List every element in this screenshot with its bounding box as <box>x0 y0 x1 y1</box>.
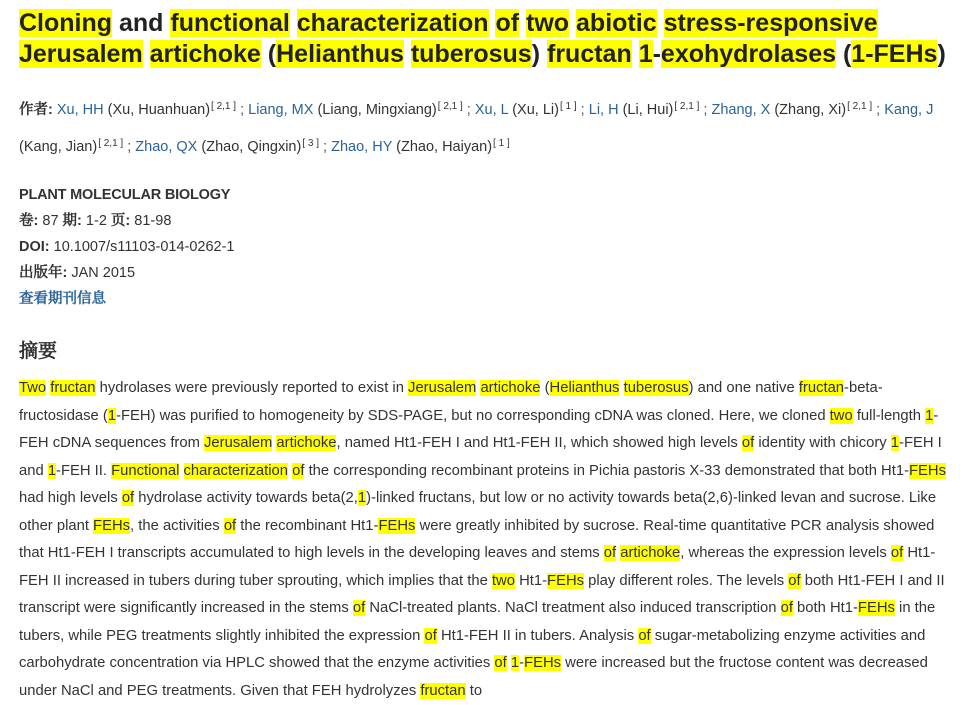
title-text-segment <box>290 9 297 37</box>
abstract-highlighted-term: FEHs <box>378 517 416 534</box>
abstract-highlighted-term: FEHs <box>524 655 562 671</box>
abstract-text-segment: hydrolase activity towards beta(2, <box>134 490 358 506</box>
title-highlighted-term: exohydrolases <box>660 40 837 68</box>
author-full-name: (Xu, Huanhuan) <box>103 102 211 118</box>
abstract-text-segment: Ht1-FEH II increased in tubers during tuber sprouting, which implies that the <box>19 545 936 589</box>
abstract-text <box>19 375 959 705</box>
view-journal-info-link[interactable]: 查看期刊信息 <box>19 291 106 307</box>
abstract-heading: 摘要 <box>19 341 58 362</box>
article-title <box>19 8 977 70</box>
author-link[interactable]: Zhao, HY <box>331 139 393 155</box>
abstract-text-segment: identity with chicory <box>754 435 891 451</box>
abstract-highlighted-term: two <box>491 572 515 589</box>
abstract-highlighted-term: of <box>494 655 507 671</box>
title-text-segment <box>404 40 411 68</box>
abstract-highlighted-term: of <box>424 627 437 644</box>
author-full-name: (Zhang, Xi) <box>770 102 847 118</box>
pubyear-label: 出版年: <box>19 265 68 281</box>
author-separator: ; <box>699 102 708 118</box>
title-text-segment <box>657 9 664 37</box>
title-highlighted-term: functional <box>170 9 290 37</box>
author-full-name: (Xu, Li) <box>508 102 559 118</box>
author-link[interactable]: Liang, MX <box>248 102 314 118</box>
abstract-text-segment: , the activities <box>130 517 224 534</box>
author-full-name: (Liang, Mingxiang) <box>313 102 437 118</box>
abstract-text-segment: -FEH) was purified to homogeneity by SDS-PAGE, but no corresponding cDNA was cloned. Here, we cloned <box>116 407 830 424</box>
abstract-text-segment: )-linked fructans, but low or no activity towards beta(2,6)-linked levan and sucrose. Like other plant <box>19 490 937 534</box>
author-separator: ; <box>462 102 471 118</box>
abstract-highlighted-term: of <box>121 490 135 506</box>
abstract-highlighted-term: fructan <box>50 380 96 396</box>
abstract-text-segment: Ht1- <box>514 572 548 589</box>
volume-label: 卷: <box>19 213 39 229</box>
title-highlighted-term: Cloning <box>19 9 113 37</box>
abstract-highlighted-term: 1 <box>107 407 117 424</box>
author-separator: ; <box>123 139 132 155</box>
title-text-segment: - <box>652 40 661 68</box>
volume-issue-pages <box>19 208 977 234</box>
title-highlighted-term: stress-responsive <box>663 9 878 37</box>
title-highlighted-term: of <box>495 9 520 37</box>
author-link[interactable]: Kang, J <box>884 102 934 118</box>
abstract-text-segment: both Ht1-FEH I and II transcript were significantly increased in the stems <box>19 572 945 616</box>
title-highlighted-term: Jerusalem <box>19 40 143 68</box>
author-affiliation: [ 2,1 ] <box>98 138 124 149</box>
abstract-text-segment: NaCl-treated plants. NaCl treatment also induced transcription <box>365 600 781 616</box>
abstract-highlighted-term: of <box>352 600 366 616</box>
title-text-segment: ) <box>531 40 547 68</box>
abstract-highlighted-term: 1 <box>47 462 57 479</box>
title-text-segment: and <box>112 9 171 37</box>
title-text-segment: ( <box>836 40 852 68</box>
pages-value: 81-98 <box>134 213 172 229</box>
abstract-text-segment: the recombinant Ht1- <box>236 517 379 534</box>
author-separator: ; <box>319 139 328 155</box>
title-text-segment <box>143 40 150 68</box>
abstract-text-segment: the corresponding recombinant proteins in Pichia pastoris X-33 demonstrated that both Ht1- <box>304 462 909 479</box>
abstract-text-segment: Ht1-FEH II in tubers. Analysis <box>436 627 639 644</box>
author-separator: ; <box>236 102 245 118</box>
doi-value: 10.1007/s11103-014-0262-1 <box>53 239 235 255</box>
authors-label: 作者: <box>19 102 53 118</box>
title-highlighted-term: fructan <box>547 40 632 68</box>
title-highlighted-term: 1-FEHs <box>851 40 938 68</box>
title-highlighted-term: abiotic <box>576 9 657 37</box>
abstract-text-segment: to <box>465 682 483 699</box>
abstract-highlighted-term: Jerusalem <box>408 380 477 396</box>
abstract-highlighted-term: of <box>223 517 237 534</box>
abstract-highlighted-term: 1 <box>925 407 934 424</box>
abstract-text-segment: were greatly inhibited by sucrose. Real-time quantitative PCR analysis showed that Ht1-FEH I transcripts accumulated to high levels in the developing leaves and stems <box>19 517 935 561</box>
abstract-highlighted-term: of <box>292 462 305 479</box>
author-affiliation: [ 1 ] <box>493 138 510 149</box>
title-highlighted-term: two <box>526 9 570 37</box>
abstract-text-segment: had high levels <box>19 490 122 506</box>
abstract-highlighted-term: artichoke <box>276 435 337 451</box>
journal-name: PLANT MOLECULAR BIOLOGY <box>19 187 231 203</box>
abstract-text-segment: ) and one native <box>688 380 799 396</box>
title-highlighted-term: Helianthus <box>276 40 404 68</box>
abstract-highlighted-term: FEHs <box>547 572 585 589</box>
author-affiliation: [ 2,1 ] <box>847 101 873 112</box>
author-separator: ; <box>576 102 585 118</box>
author-full-name: (Zhao, Qingxin) <box>197 139 302 155</box>
author-affiliation: [ 1 ] <box>559 101 577 112</box>
abstract-highlighted-term: of <box>780 600 793 616</box>
abstract-highlighted-term: 1 <box>890 435 900 451</box>
author-affiliation: [ 2,1 ] <box>674 101 700 112</box>
title-highlighted-term: 1 <box>638 40 653 68</box>
title-text-segment: ) <box>937 40 946 68</box>
abstract-highlighted-term: Jerusalem <box>204 435 273 451</box>
abstract-highlighted-term: tuberosus <box>623 380 689 396</box>
abstract-text-segment: both Ht1- <box>792 600 858 616</box>
abstract-highlighted-term: Two <box>19 380 47 396</box>
abstract-highlighted-term: FEHs <box>93 517 131 534</box>
author-full-name: (Zhao, Haiyan) <box>392 139 493 155</box>
abstract-highlighted-term: Functional <box>111 462 180 479</box>
author-link[interactable]: Li, H <box>588 102 619 118</box>
abstract-text-segment: -FEH II. <box>56 462 112 479</box>
abstract-text-segment: ( <box>540 380 550 396</box>
abstract-highlighted-term: artichoke <box>480 380 541 396</box>
pubyear-row <box>19 260 977 286</box>
author-full-name: (Li, Hui) <box>618 102 674 118</box>
abstract-highlighted-term: FEHs <box>857 600 895 616</box>
abstract-text-segment: play different roles. The levels <box>584 572 789 589</box>
abstract-highlighted-term: of <box>890 545 904 561</box>
doi-label: DOI: <box>19 239 50 255</box>
author-link[interactable]: Zhang, X <box>711 102 771 118</box>
abstract-text-segment: hydrolases were previously reported to exist in <box>95 380 409 396</box>
author-full-name: (Kang, Jian) <box>19 139 98 155</box>
abstract-highlighted-term: of <box>788 572 801 589</box>
title-highlighted-term: tuberosus <box>410 40 532 68</box>
abstract-highlighted-term: characterization <box>183 462 288 479</box>
title-text-segment <box>519 9 526 37</box>
abstract-highlighted-term: FEHs <box>909 462 946 479</box>
author-link[interactable]: Zhao, QX <box>135 139 198 155</box>
abstract-text-segment: -FEH cDNA sequences from <box>19 407 939 451</box>
volume-value: 87 <box>42 213 59 229</box>
author-separator: ; <box>872 102 881 118</box>
author-affiliation: [ 3 ] <box>302 138 320 149</box>
abstract-highlighted-term: fructan <box>798 380 845 396</box>
abstract-highlighted-term: two <box>829 407 853 424</box>
abstract-highlighted-term: of <box>741 435 755 451</box>
author-link[interactable]: Xu, HH <box>56 102 104 118</box>
record-page <box>0 8 977 699</box>
pubyear-value: JAN 2015 <box>71 265 136 281</box>
abstract-text-segment: , named Ht1-FEH I and Ht1-FEH II, which showed high levels <box>336 435 742 451</box>
author-link[interactable]: Xu, L <box>474 102 509 118</box>
abstract-highlighted-term: Helianthus <box>549 380 620 396</box>
title-highlighted-term: characterization <box>296 9 489 37</box>
abstract-text-segment: - <box>519 655 525 671</box>
pages-label: 页: <box>110 213 131 229</box>
title-highlighted-term: artichoke <box>149 40 261 68</box>
abstract-text-segment: , whereas the expression levels <box>680 545 891 561</box>
title-text-segment <box>569 9 576 37</box>
abstract-text-segment: were increased but the fructose content was decreased under NaCl and PEG treatments. Given that FEH hydrolyzes <box>19 655 928 699</box>
abstract-text-segment: -beta-fructosidase ( <box>19 380 883 424</box>
issue-label: 期: <box>62 213 82 229</box>
abstract-highlighted-term: of <box>638 627 651 644</box>
abstract-highlighted-term: fructan <box>420 682 466 699</box>
abstract-highlighted-term: artichoke <box>620 545 681 561</box>
publication-meta <box>19 182 977 312</box>
abstract-text-segment: -FEH I and <box>19 435 942 479</box>
issue-value: 1-2 <box>85 213 107 229</box>
abstract-text-segment <box>619 380 623 396</box>
title-text-segment: ( <box>260 40 277 68</box>
authors-wrap <box>19 102 933 155</box>
abstract-highlighted-term: 1 <box>357 490 367 506</box>
abstract-highlighted-term: of <box>603 545 617 561</box>
abstract-text-segment: in the tubers, while PEG treatments slightly inhibited the expression <box>19 600 936 644</box>
abstract-text-segment: sugar-metabolizing enzyme activities and carbohydrate concentration via HPLC showed that the enzyme activities <box>19 627 926 671</box>
author-affiliation: [ 2,1 ] <box>211 101 237 112</box>
abstract-text-segment <box>179 463 183 479</box>
doi-row <box>19 234 977 260</box>
title-text-segment <box>632 40 639 68</box>
author-affiliation: [ 2,1 ] <box>437 101 463 112</box>
abstract-text-segment: full-length <box>852 407 926 424</box>
abstract-highlighted-term: 1 <box>510 655 520 671</box>
author-list <box>19 90 977 164</box>
